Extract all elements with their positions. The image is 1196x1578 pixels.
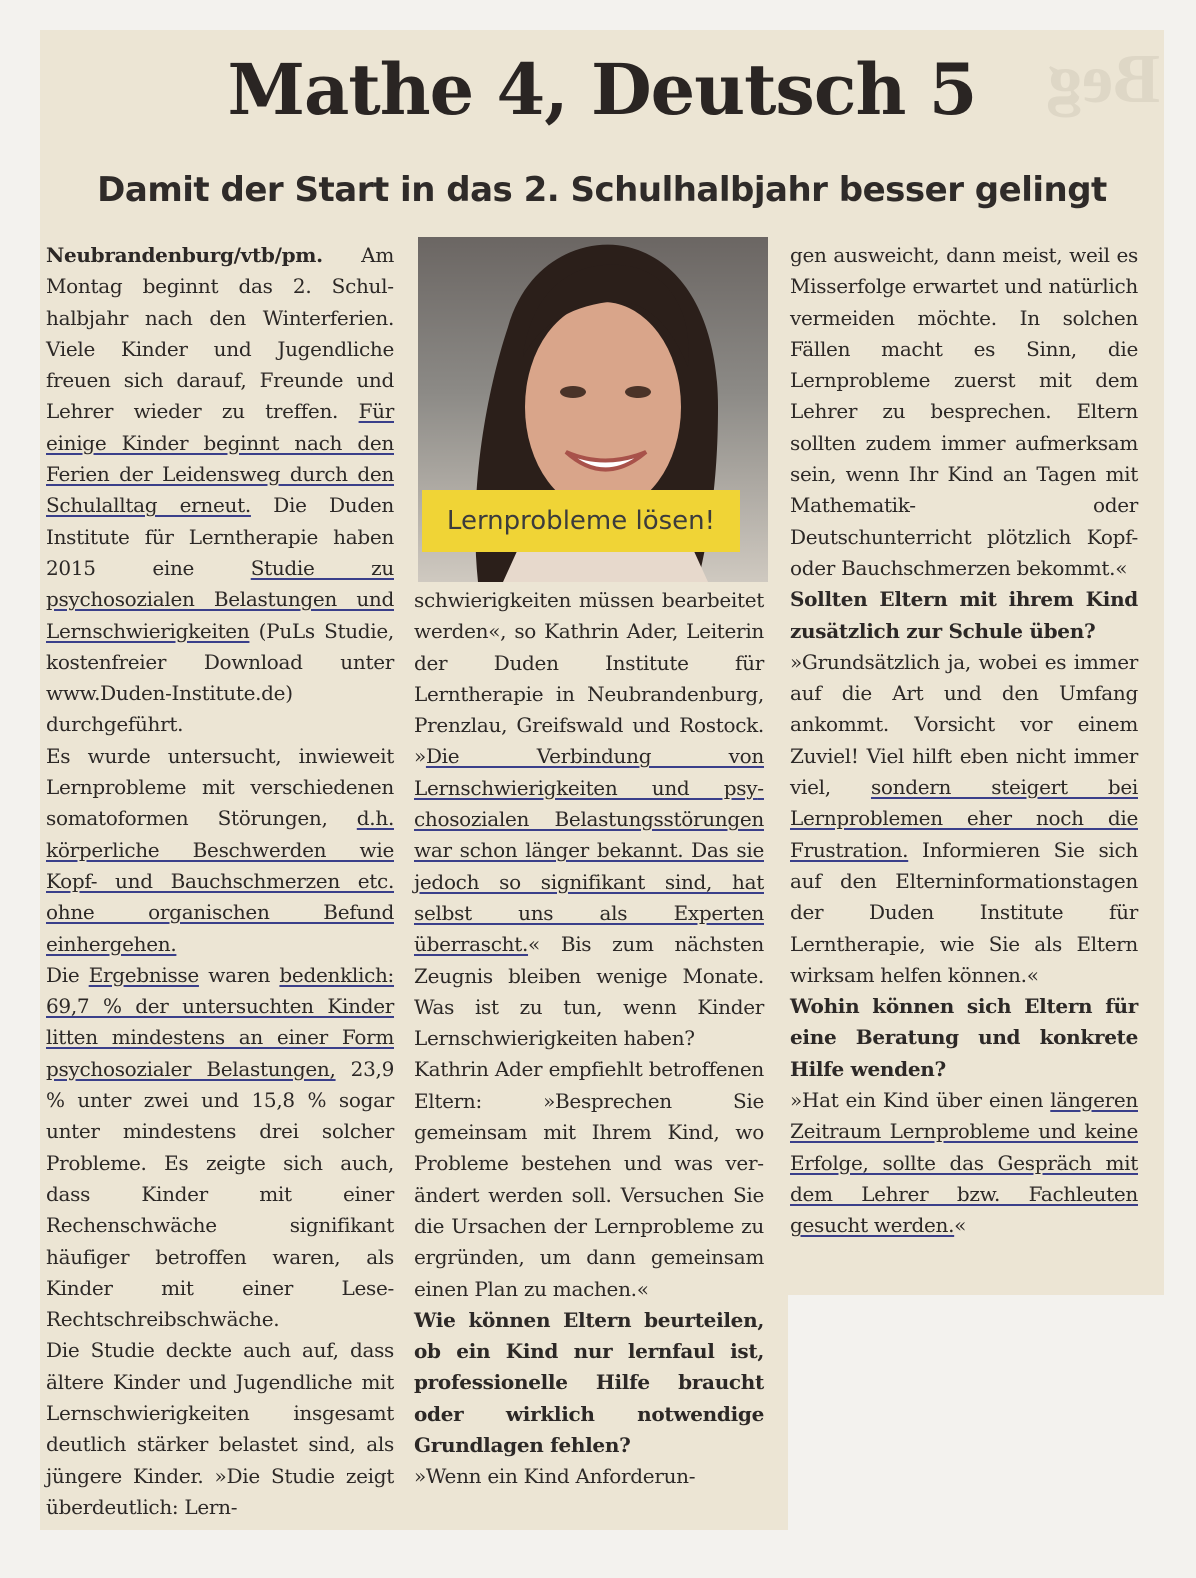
underlined-text: Die Verbindung von Lernschwierigkeiten und psychosozialen Belastungsstörungen war schon länger bekannt. Das sie jedoch so signifikant sind, hat selbst uns als Experten überrascht.	[414, 744, 764, 957]
underlined-text: Studie zu psychosozialen Belastungen und Lernschwierigkeiten	[46, 555, 394, 643]
underlined-text: Ergebnisse	[88, 962, 199, 987]
underlined-text: sondern steigert bei Lernproblemen eher noch die Frustration.	[790, 775, 1138, 862]
dateline: Neubrandenburg/vtb/pm.	[46, 243, 323, 267]
question-heading: Wohin können sich Eltern für eine Beratung und konkrete Hilfe wenden?	[790, 994, 1138, 1081]
column-1	[46, 240, 394, 1523]
paragraph: Die Ergebnisse waren bedenklich: 69,7 % der untersuchten Kinder litten mindestens an einer Form psychosozialer Belastungen, 23,9 % unter zwei und 15,8 % sogar unter mindestens drei solcher Probleme. Es zeigte sich auch, dass Kinder mit einer Rechenschwäche signifikant häufiger betroffen waren, als Kinder mit einer Lese-Rechtschreibschwäche.	[46, 962, 395, 1332]
paragraph: »Grundsätzlich ja, wobei es immer auf die Art und den Umfang ankommt. Vorsicht vor einem Zuviel! Viel hilft eben nicht immer viel, sondern steigert bei Lernproblemen eher noch die Frustration. Informieren Sie sich auf den Elterninformationstagen der Duden Institute für Lerntherapie, wie Sie als Eltern wirksam helfen können.«	[790, 649, 1138, 987]
paragraph: Es wurde untersucht, inwieweit Lernprobleme mit verschiedenen somatoformen Störungen, d.h. körperliche Beschwerden wie Kopf- und Bauchschmerzen etc. ohne organischen Befund einhergehen.	[46, 743, 394, 956]
underlined-text: d.h. körperliche Beschwerden wie Kopf- und Bauchschmerzen etc. ohne organischen Befund einhergehen.	[46, 806, 394, 956]
underlined-text: bedenklich: 69,7 % der untersuchten Kinder litten mindestens an einer Form psychosozialer Belastungen,	[46, 962, 394, 1081]
headline: Mathe 4, Deutsch 5	[227, 48, 977, 131]
subheadline: Damit der Start in das 2. Schulhalbjahr besser gelingt	[97, 170, 1107, 210]
column-2	[414, 585, 764, 1493]
paragraph: »Hat ein Kind über einen längeren Zeitraum Lernprobleme und keine Erfolge, sollte das Gespräch mit dem Lehrer bzw. Fachleuten gesucht werden.«	[790, 1088, 1138, 1238]
caption-badge: Lernprobleme lösen!	[422, 490, 740, 552]
paragraph: Die Studie deckte auch auf, dass ältere Kinder und Jugendliche mit Lernschwierigkeiten insgesamt deutlich stärker belastet sind, als jüngere Kinder. »Die Studie zeigt überdeutlich: Lern-	[46, 1338, 394, 1519]
underlined-text: Für einige Kinder beginnt nach den Ferien der Leidensweg durch den Schulalltag erneut.	[46, 399, 394, 518]
paragraph: Kathrin Ader empfiehlt betroffenen Eltern: »Besprechen Sie gemeinsam mit Ihrem Kind, wo Probleme bestehen und was verändert werden soll. Versuchen Sie die Ursachen der Lernprobleme zu ergründen, um dann gemeinsam einen Plan zu machen.«	[414, 1057, 764, 1301]
bleed-through-text: Beg	[1047, 41, 1160, 118]
paragraph: schwierigkeiten müssen bearbeitet werden«, so Kathrin Ader, Leiterin der Duden Institute für Lerntherapie in Neubrandenburg, Prenzlau, Greifswald und Rostock. »Die Verbindung von Lernschwierigkeiten und psychosozialen Belastungsstörungen war schon länger bekannt. Das sie jedoch so signifikant sind, hat selbst uns als Experten überrascht.« Bis zum nächsten Zeugnis bleiben wenige Monate. Was ist zu tun, wenn Kinder Lernschwierigkeiten haben?	[414, 588, 764, 1051]
paragraph: »Wenn ein Kind Anforderun-	[414, 1464, 696, 1489]
paragraph: Neubrandenburg/vtb/pm. Am Montag beginnt das 2. Schulhalbjahr nach den Winterferien. Viele Kinder und Jugendliche freuen sich darauf, Freunde und Lehrer wieder zu treffen. Für einige Kinder beginnt nach den Ferien der Leidensweg durch den Schulalltag erneut. Die Duden Institute für Lerntherapie haben 2015 eine Studie zu psychosozialen Belastungen und Lernschwierigkeiten (PuLs Studie, kostenfreier Download unter www.Duden-Institute.de) durchgeführt.	[46, 243, 394, 737]
underlined-text: längeren Zeitraum Lernprobleme und keine Erfolge, sollte das Gespräch mit dem Lehrer bzw. Fachleuten gesucht werden.	[790, 1088, 1138, 1238]
column-3	[790, 240, 1138, 1242]
paragraph: gen ausweicht, dann meist, weil es Misserfolge erwartet und natürlich vermeiden möchte. In solchen Fällen macht es Sinn, die Lernprobleme zuerst mit dem Lehrer zu besprechen. Eltern sollten zudem immer aufmerksam sein, wenn Ihr Kind an Tagen mit Mathematik- oder Deutschunterricht plötzlich Kopf- oder Bauchschmerzen bekommt.«	[790, 243, 1138, 580]
question-heading: Wie können Eltern beurteilen, ob ein Kind nur lernfaul ist, professionelle Hilfe braucht oder wirklich notwendige Grundlagen fehlen?	[414, 1307, 764, 1458]
question-heading: Sollten Eltern mit ihrem Kind zusätzlich zur Schule üben?	[790, 587, 1138, 643]
